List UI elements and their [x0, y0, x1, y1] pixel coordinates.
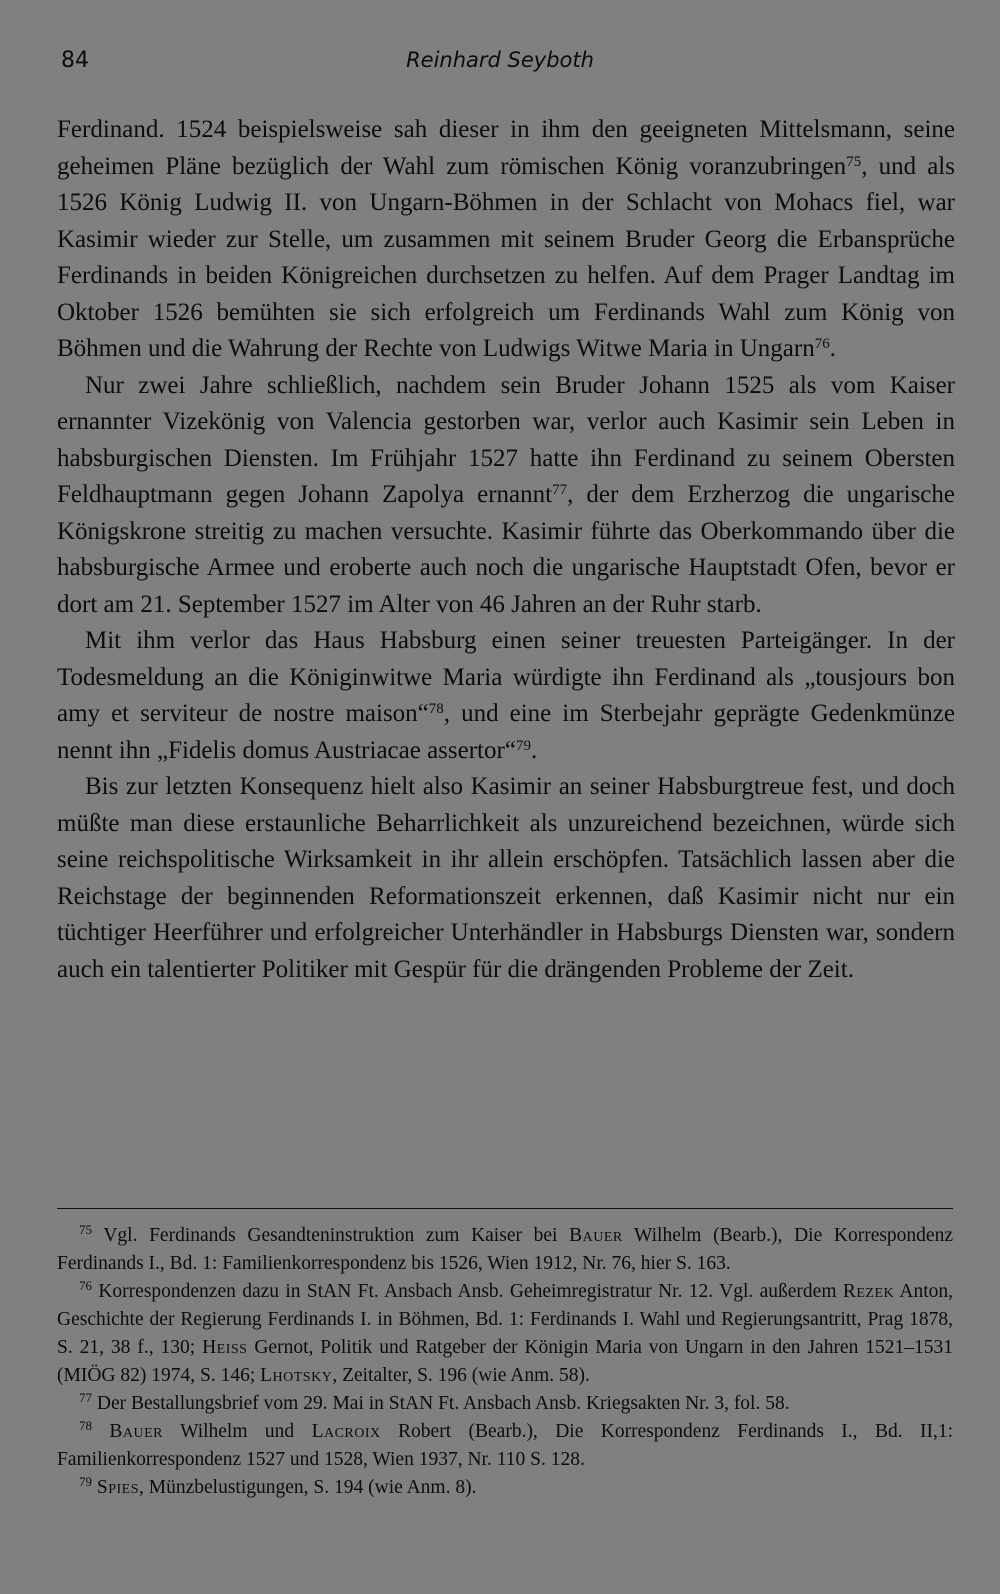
- text-run: .: [530, 736, 538, 764]
- text-run: Nur zwei Jahre schließlich, nachdem sein Bruder Johann 1525 als vom Kaiser ernannter Vizekönig von Valencia gestorben war, verlor auch Kasimir sein Leben in habsburgischen Diensten. Im Frühjahr 1527 hatte ihn Ferdinand zu seinem Obersten Feldhauptmann gegen Johann Zapolya ernannt: [57, 371, 955, 508]
- text-run: Bis zur letzten Konsequenz hielt also Kasimir an seiner Habsburgtreue fest, und doch müßte man diese erstaunliche Beharrlichkeit als unzureichend bezeichnen, würde sich seine reichspolitische Wirksamkeit in ihr allein erschöpfen. Tatsächlich lassen aber die Reichstage der beginnenden Reformationszeit erkennen, daß Kasimir nicht nur ein tüchtiger Heerführer und erfolgreicher Unterhändler in Habsburgs Diensten war, sondern auch ein talentierter Politiker mit Gespür für die drängenden Probleme der Zeit.: [57, 773, 955, 983]
- footnote-75: [57, 1222, 953, 1278]
- author-name: Bauer: [109, 1421, 164, 1442]
- author-name: Heiss: [202, 1337, 248, 1358]
- footnote-ref: 79: [515, 737, 531, 754]
- footnote-77: [57, 1390, 953, 1418]
- text-run: Wilhelm und: [163, 1421, 312, 1442]
- footnote-number: 77: [79, 1389, 92, 1405]
- footnote-number: 78: [79, 1417, 92, 1433]
- author-name: Rezek: [842, 1281, 895, 1302]
- footnote-ref: 78: [428, 700, 444, 717]
- body-text: [57, 112, 955, 988]
- text-run: , und eine im Sterbejahr geprägte Gedenkmünze nennt ihn „Fidelis domus Austriacae assertor“: [57, 700, 955, 764]
- paragraph-3: [57, 623, 955, 769]
- footnote-ref: 77: [552, 481, 568, 498]
- footnote-ref: 76: [814, 335, 830, 352]
- text-run: , Münzbelustigungen, S. 194 (wie Anm. 8).: [139, 1477, 477, 1498]
- author-name: Bauer: [569, 1225, 623, 1246]
- footnote-76: [57, 1278, 953, 1390]
- author-name: Lacroix: [311, 1421, 381, 1442]
- footnote-number: 76: [79, 1277, 92, 1293]
- running-head: Reinhard Seyboth: [406, 48, 594, 72]
- text-run: Mit ihm verlor das Haus Habsburg einen seiner treuesten Parteigänger. In der Todesmeldung an die Königinwitwe Maria würdigte ihn Ferdinand als „tousjours bon amy et serviteur de nostre maison“: [57, 627, 955, 727]
- text-run: , Zeitalter, S. 196 (wie Anm. 58).: [332, 1365, 590, 1386]
- page-header: [0, 44, 1000, 84]
- footnote-number: 79: [79, 1473, 92, 1489]
- text-run: Anton, Geschichte der Regierung Ferdinands I. in Böhmen, Bd. 1: Ferdinands I. Wahl und Regierungsantritt, Prag 1878, S. 21, 38 f., 130;: [57, 1281, 953, 1358]
- text-run: Wilhelm (Bearb.), Die Korrespondenz Ferdinands I., Bd. 1: Familienkorrespondenz bis 1526, Wien 1912, Nr. 76, hier S. 163.: [57, 1225, 953, 1274]
- paragraph-1: [57, 112, 955, 368]
- text-run: Vgl. Ferdinands Gesandteninstruktion zum Kaiser bei: [103, 1225, 570, 1246]
- text-run: .: [829, 335, 836, 362]
- footnote-ref: 75: [846, 153, 862, 170]
- footnote-78: [57, 1418, 953, 1474]
- text-run: Robert (Bearb.), Die Korrespondenz Ferdinands I., Bd. II,1: Familienkorrespondenz 1527 und 1528, Wien 1937, Nr. 110 S. 128.: [57, 1421, 954, 1470]
- text-run: Gernot, Politik und Ratgeber der Königin Maria von Ungarn in den Jahren 1521–1531 (MIÖG 82) 1974, S. 146;: [57, 1337, 953, 1386]
- paragraph-4: [57, 769, 955, 988]
- text-run: Ferdinand. 1524 beispielsweise sah dieser in ihm den geeigneten Mittelsmann, seine geheimen Pläne bezüglich der Wahl zum römischen König voranzubringen: [57, 116, 955, 180]
- author-name: Spies: [96, 1477, 140, 1498]
- text-run: Der Bestallungsbrief vom 29. Mai in StAN Ft. Ansbach Ansb. Kriegsakten Nr. 3, fol. 58.: [96, 1393, 790, 1414]
- text-run: , und als 1526 König Ludwig II. von Ungarn-Böhmen in der Schlacht von Mohacs fiel, war Kasimir wieder zur Stelle, um zusammen mit seinem Bruder Georg die Erbansprüche Ferdinands in beiden Königreichen durchsetzen zu helfen. Auf dem Prager Landtag im Oktober 1526 bemühten sie sich erfolgreich um Ferdinands Wahl zum König von Böhmen und die Wahrung der Rechte von Ludwigs Witwe Maria in Ungarn: [57, 152, 955, 362]
- footnotes: [57, 1222, 953, 1502]
- footnote-79: [57, 1474, 953, 1502]
- paragraph-2: [57, 368, 955, 624]
- footnote-number: 75: [79, 1221, 92, 1237]
- text-run: Korrespondenzen dazu in StAN Ft. Ansbach Ansb. Geheimregistratur Nr. 12. Vgl. außerdem: [98, 1281, 843, 1302]
- footnote-divider: [57, 1208, 953, 1209]
- text-run: , der dem Erzherzog die ungarische Königskrone streitig zu machen versuchte. Kasimir führte das Oberkommando über die habsburgische Armee und eroberte auch noch die ungarische Hauptstadt Ofen, bevor er dort am 21. September 1527 im Alter von 46 Jahren an der Ruhr starb.: [57, 481, 955, 618]
- author-name: Lhotsky: [260, 1365, 333, 1386]
- page-number: 84: [61, 48, 89, 73]
